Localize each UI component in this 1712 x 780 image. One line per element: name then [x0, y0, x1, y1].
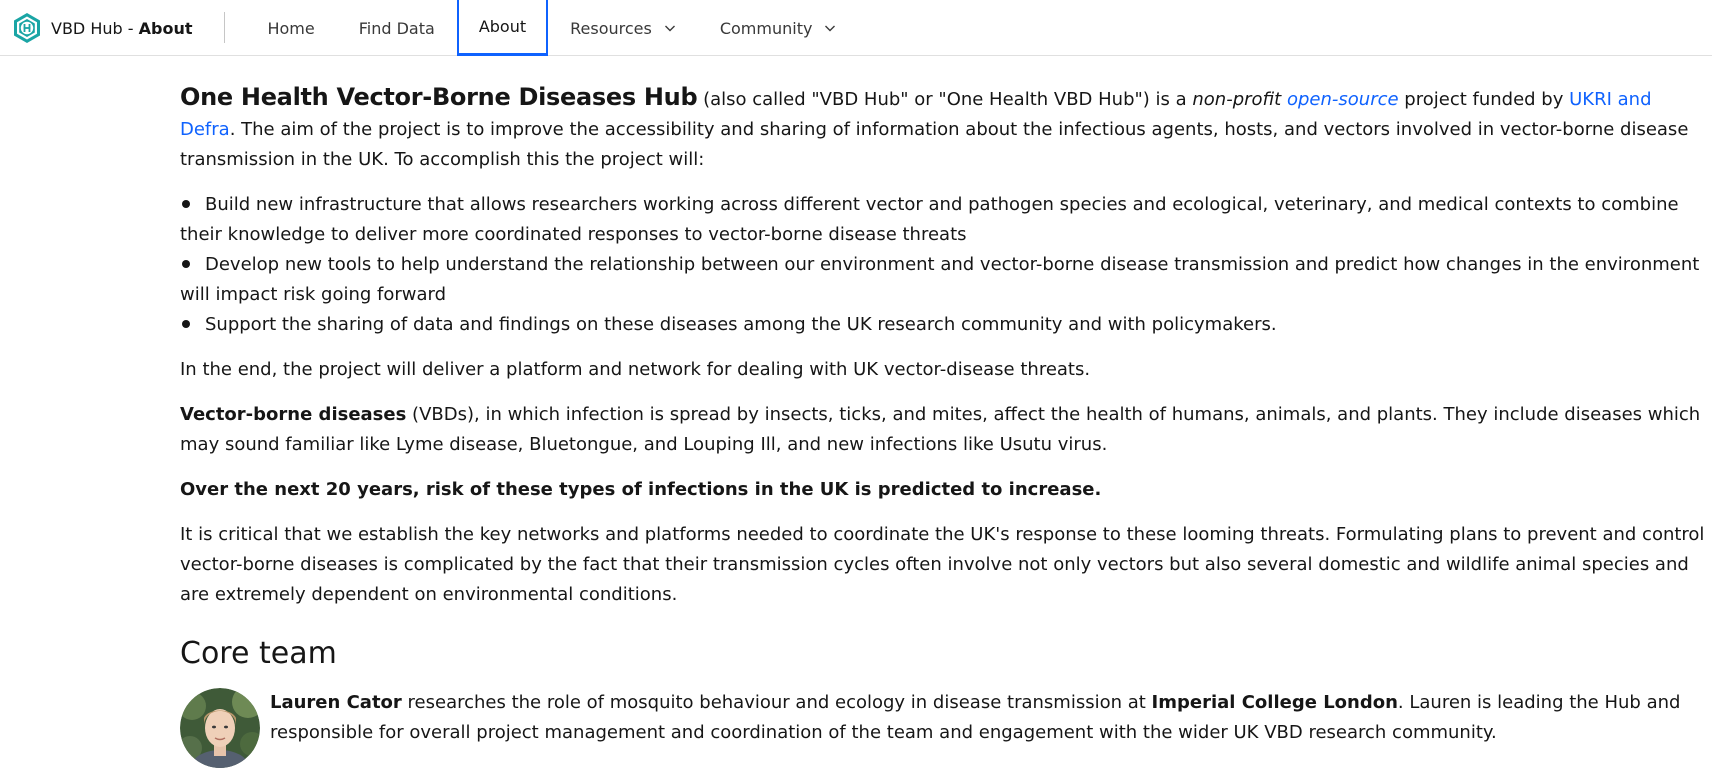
brand-home-link[interactable] — [0, 0, 224, 56]
hexagon-h-logo-icon — [11, 12, 43, 44]
goal-text: Support the sharing of data and findings on these diseases among the UK research community and with policymakers. — [205, 314, 1277, 335]
goals-list — [180, 190, 1706, 340]
top-header — [0, 0, 1712, 56]
open-source-link[interactable]: open-source — [1286, 89, 1399, 110]
avatar — [180, 688, 260, 768]
brand-name: VBD Hub - About — [51, 18, 193, 38]
header-divider — [224, 12, 225, 43]
list-item — [180, 310, 1706, 340]
team-member — [180, 688, 1706, 768]
bullet-icon — [182, 260, 190, 268]
intro-paragraph — [180, 82, 1706, 175]
nav-about-label: About — [478, 17, 527, 36]
nonprofit-text: non-profit — [1192, 89, 1282, 110]
list-item — [180, 250, 1706, 310]
nav-home-label: Home — [267, 18, 315, 38]
intro-title: One Health Vector-Borne Diseases Hub — [180, 83, 698, 111]
member-name: Lauren Cator — [270, 692, 402, 713]
nav-community-label: Community — [719, 18, 813, 38]
risk-statement: Over the next 20 years, risk of these types of infections in the UK is predicted to increase. — [180, 479, 1102, 500]
intro-text: . The aim of the project is to improve the accessibility and sharing of information about the infectious agents, hosts, and vectors involved in vector-borne disease transmission in the UK. To accomplish this the project will: — [180, 119, 1689, 170]
chevron-down-icon — [824, 22, 836, 34]
nav-community-dropdown[interactable] — [698, 0, 859, 56]
nav-resources-label: Resources — [570, 18, 652, 38]
intro-text: (also called "VBD Hub" or "One Health VBD Hub") is a — [697, 89, 1193, 110]
brand-section: About — [138, 18, 193, 38]
main-nav — [245, 0, 858, 55]
member-institution: Imperial College London — [1151, 692, 1398, 713]
outcome-paragraph: In the end, the project will deliver a platform and network for dealing with UK vector-disease threats. — [180, 359, 1091, 380]
goal-text: Build new infrastructure that allows researchers working across different vector and pathogen species and ecological, veterinary, and medical contexts to combine their knowledge to deliver more coordinated responses to vector-borne disease threats — [180, 194, 1679, 245]
member-bio-text: . Lauren is leading the Hub and responsible for overall project management and coordination of the team and engagement with the wider UK VBD research community. — [270, 692, 1681, 743]
nav-resources-dropdown[interactable] — [548, 0, 698, 56]
vbd-term: Vector-borne diseases — [180, 404, 407, 425]
vbd-text: (VBDs), in which infection is spread by insects, ticks, and mites, affect the health of humans, animals, and plants. They include diseases which may sound familiar like Lyme disease, Bluetongue, and Louping Ill, and new infections like Usutu virus. — [180, 404, 1701, 455]
bullet-icon — [182, 320, 190, 328]
critical-paragraph: It is critical that we establish the key networks and platforms needed to coordinate the UK's response to these looming threats. Formulating plans to prevent and control vector-borne diseases is complicated by the fact that their transmission cycles often involve not only vectors but also several domestic and wildlife animal species and are extremely dependent on environmental conditions. — [180, 524, 1705, 605]
nav-find-data-label: Find Data — [358, 18, 435, 38]
goal-text: Develop new tools to help understand the relationship between our environment and vector-borne disease transmission and predict how changes in the environment will impact risk going forward — [180, 254, 1700, 305]
about-content — [180, 82, 1706, 768]
list-item — [180, 190, 1706, 250]
nav-home[interactable] — [245, 0, 336, 56]
member-bio-text: researches the role of mosquito behaviour and ecology in disease transmission at — [401, 692, 1152, 713]
intro-text: project funded by — [1398, 89, 1570, 110]
chevron-down-icon — [664, 22, 676, 34]
bullet-icon — [182, 200, 190, 208]
vbd-paragraph — [180, 400, 1706, 460]
funders-link[interactable]: UKRI and Defra — [180, 89, 1652, 140]
core-team-heading: Core team — [180, 636, 337, 671]
nav-find-data[interactable] — [337, 0, 457, 56]
member-bio — [270, 688, 1706, 748]
nav-about[interactable] — [457, 0, 548, 56]
